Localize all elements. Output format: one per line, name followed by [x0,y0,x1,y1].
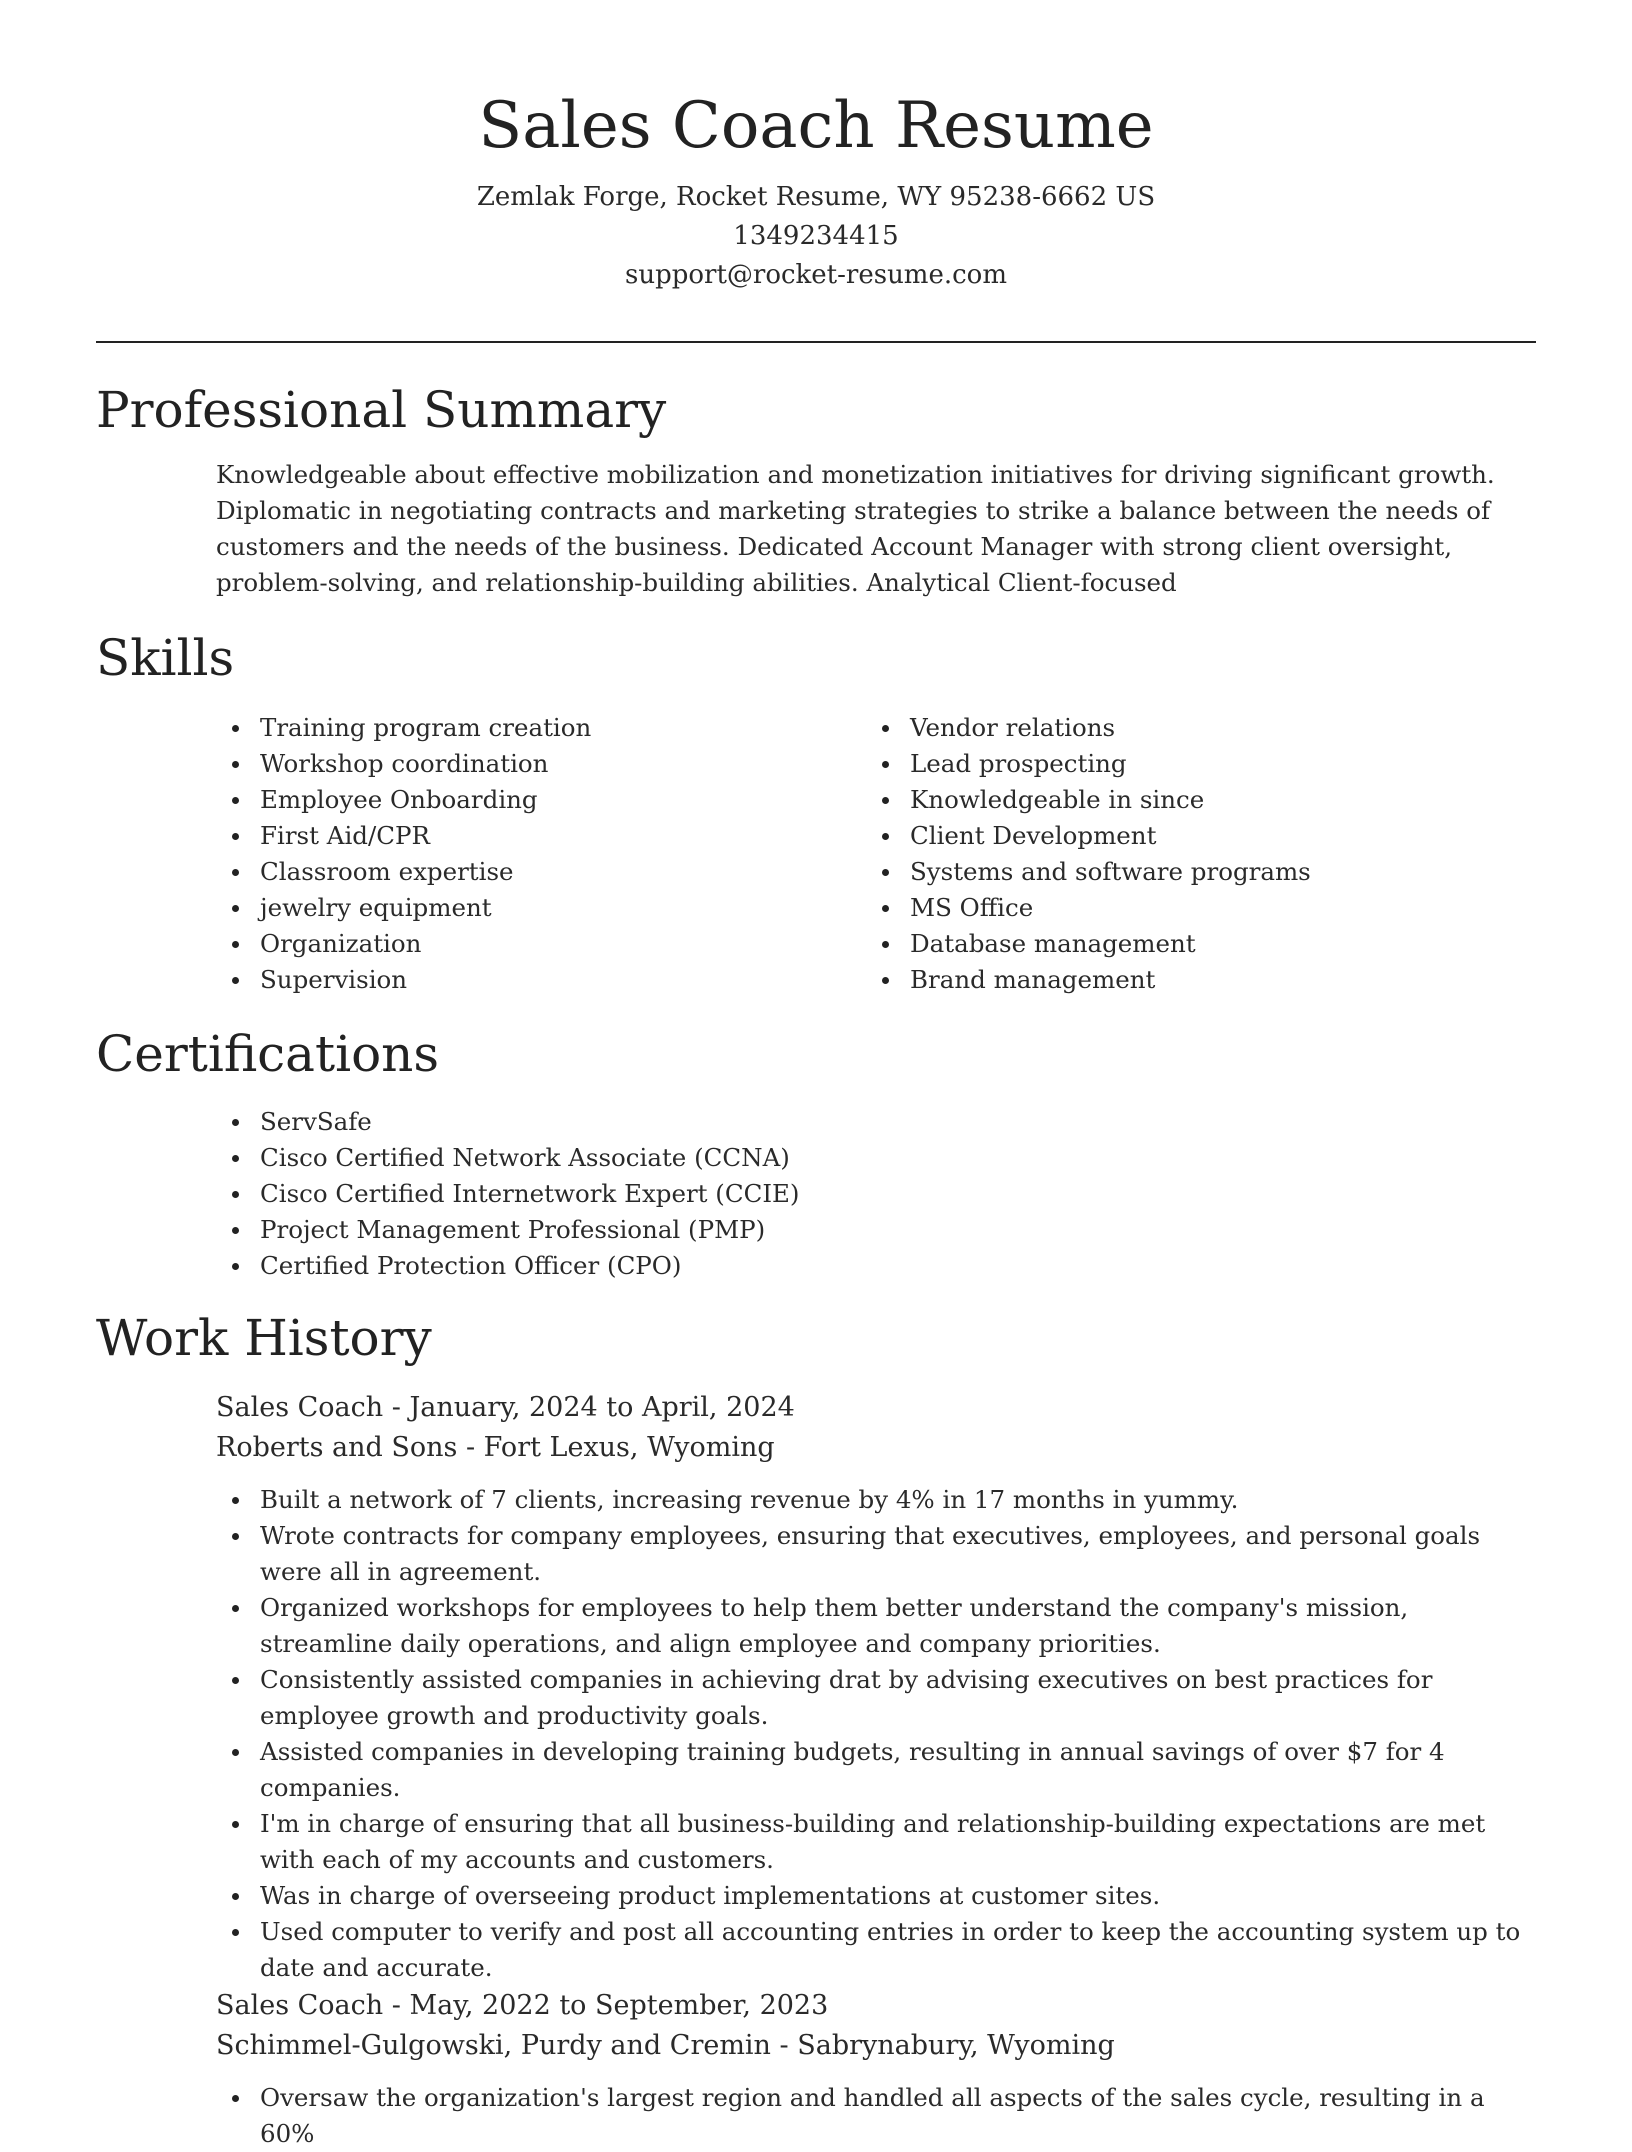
list-item: Project Management Professional (PMP) [216,1212,1316,1248]
list-item: I'm in charge of ensuring that all business-building and relationship-building expectations are met with each of my accounts and customers. [216,1806,1536,1878]
list-item: Cisco Certified Network Associate (CCNA) [216,1140,1316,1176]
list-item: Training program creation [216,710,856,746]
skills-list-left [216,710,856,998]
list-item: Assisted companies in developing training budgets, resulting in annual savings of over $7 for 4 companies. [216,1734,1536,1806]
list-item: Oversaw the organization's largest region and handled all aspects of the sales cycle, resulting in a 60% [216,2080,1536,2152]
certifications-list [216,1104,1316,1284]
summary-text: Knowledgeable about effective mobilization and monetization initiatives for driving significant growth. Diplomatic in negotiating contracts and marketing strategies to strike a balance between the needs of customers and the needs of the business. Dedicated Account Manager with strong client oversight, problem-solving, and relationship-building abilities. Analytical Client-focused [216,460,1495,597]
list-item: Consistently assisted companies in achieving drat by advising executives on best practices for employee growth and productivity goals. [216,1662,1536,1734]
job-title-line: Sales Coach - January, 2024 to April, 2024 [216,1392,795,1423]
list-item: Workshop coordination [216,746,856,782]
skills-column-right [866,710,1506,998]
list-item: jewelry equipment [216,890,856,926]
contact-address: Zemlak Forge, Rocket Resume, WY 95238-6662 US [476,182,1156,212]
list-item: Employee Onboarding [216,782,856,818]
job-company-line: Roberts and Sons - Fort Lexus, Wyoming [216,1432,775,1463]
contact-phone: 1349234415 [733,221,899,251]
list-item: Used computer to verify and post all accounting entries in order to keep the accounting system up to date and accurate. [216,1914,1536,1986]
list-item: Was in charge of overseeing product implementations at customer sites. [216,1878,1536,1914]
resume-header [0,0,1632,295]
list-item: Vendor relations [866,710,1506,746]
list-item: Lead prospecting [866,746,1506,782]
job-bullets [216,1482,1536,1986]
skills-list-right [866,710,1506,998]
list-item: Cisco Certified Internetwork Expert (CCIE) [216,1176,1316,1212]
list-item: First Aid/CPR [216,818,856,854]
list-item: Organized workshops for employees to help them better understand the company's mission, streamline daily operations, and align employee and company priorities. [216,1590,1536,1662]
job-title-line: Sales Coach - May, 2022 to September, 2023 [216,1990,829,2021]
job-header [216,1388,1516,1468]
summary-heading: Professional Summary [96,381,667,439]
job-bullet-list [216,1482,1536,1986]
list-item: Built a network of 7 clients, increasing revenue by 4% in 17 months in yummy. [216,1482,1536,1518]
job-header [216,1986,1516,2066]
skills-heading: Skills [96,629,235,687]
list-item: Systems and software programs [866,854,1506,890]
certifications-heading: Certifications [96,1025,440,1083]
list-item: Knowledgeable in since [866,782,1506,818]
list-item: Supervision [216,962,856,998]
list-item: Certified Protection Officer (CPO) [216,1248,1316,1284]
list-item: Organization [216,926,856,962]
contact-email: support@rocket-resume.com [624,260,1007,290]
contact-info [0,178,1632,295]
list-item: Classroom expertise [216,854,856,890]
list-item: Wrote contracts for company employees, ensuring that executives, employees, and personal goals were all in agreement. [216,1518,1536,1590]
work-history-heading: Work History [96,1309,432,1367]
list-item: Database management [866,926,1506,962]
skills-column-left [216,710,856,998]
header-divider [96,341,1536,343]
list-item: ServSafe [216,1104,1316,1140]
certifications-column [216,1104,1316,1284]
job-bullet-list [216,2080,1536,2152]
list-item: Client Development [866,818,1506,854]
page-title: Sales Coach Resume [478,89,1154,163]
list-item: Brand management [866,962,1506,998]
job-bullets [216,2080,1536,2152]
job-company-line: Schimmel-Gulgowski, Purdy and Cremin - Sabrynabury, Wyoming [216,2030,1115,2061]
list-item: MS Office [866,890,1506,926]
